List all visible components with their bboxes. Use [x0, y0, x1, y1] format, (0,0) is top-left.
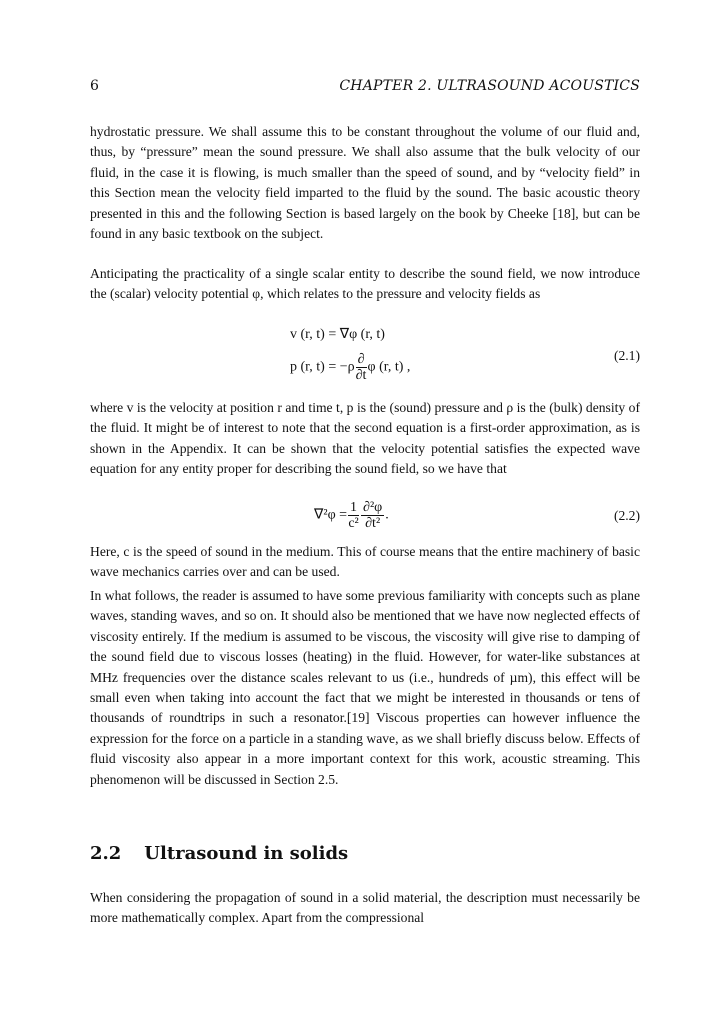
paragraph-5: In what follows, the reader is assumed to have some previous familiarity with concepts such as plane waves, standing waves, and so on. It should also be mentioned that we have now neglected effects of viscosity entirely. If the medium is assumed to be viscous, the viscosity will give rise to damping of the sound field due to viscous losses (heating) in the fluid. However, for water-like substances at MHz frequencies over the distance scales relevant to us (i.e., hundreds of µm), this effect will be small even when taking into account the fact that we might be interested in thousands or tens of thousands of roundtrips in such a resonator.[19] Viscous properties can however influence the expression for the force on a particle in a standing wave, as we shall briefly discuss below. Effects of fluid viscosity also appear in a more important context for this work, acoustic streaming. This phenomenon will be discussed in Section 2.5. [90, 588, 640, 787]
section-number: 2.2 [90, 843, 122, 864]
eq2-frac2-den: ∂t² [365, 516, 381, 531]
equation-2-1 [90, 326, 640, 394]
eq1-line1: v (r, t) = ∇φ (r, t) [290, 327, 385, 342]
eq2-end: . [385, 507, 389, 523]
eq1-number: (2.1) [613, 348, 640, 363]
eq2-fraction-1 [348, 500, 359, 531]
eq2-frac1-den: c² [348, 516, 359, 531]
eq2-body [314, 500, 389, 531]
paragraph-4: Here, c is the speed of sound in the medium. This of course means that the entire machinery of basic wave mechanics carries over and can be used. [90, 544, 640, 580]
equation-2-2 [90, 498, 640, 538]
chapter-title: CHAPTER 2. ULTRASOUND ACOUSTICS [339, 78, 640, 94]
eq2-fraction-2 [361, 500, 384, 531]
eq1-frac-den: ∂t [355, 368, 367, 383]
page-number: 6 [90, 78, 99, 94]
paragraph-1: hydrostatic pressure. We shall assume this to be constant throughout the volume of our fluid and, thus, by “pressure” mean the sound pressure. We shall also assume that the bulk velocity of our fluid, in the case it is flowing, is much smaller than the speed of sound, and by “velocity field” in this Section mean the velocity field imparted to the fluid by the sound. The basic acoustic theory presented in this and the following Section is based largely on the book by Cheeke [18], but can be found in any basic textbook on the subject. [90, 124, 640, 242]
eq1-fraction [356, 352, 367, 383]
paragraph-2: Anticipating the practicality of a single scalar entity to describe the sound field, we now introduce the (scalar) velocity potential φ, which relates to the pressure and velocity fields as [90, 266, 640, 302]
paragraph-6: When considering the propagation of sound in a solid material, the description must necessarily be more mathematically complex. Apart from the compressional [90, 890, 640, 926]
eq2-number: (2.2) [613, 508, 640, 523]
section-title: Ultrasound in solids [144, 843, 349, 864]
section-heading [90, 843, 640, 864]
page [90, 0, 640, 1030]
eq2-frac2-num: ∂²φ [363, 500, 383, 515]
eq2-lhs: ∇²φ = [314, 507, 348, 523]
eq1-lhs: p (r, t) = −ρ [290, 359, 355, 375]
paragraph-3: where v is the velocity at position r and time t, p is the (sound) pressure and ρ is the (bulk) density of the fluid. It might be of interest to note that the second equation is a first-order approximation, as is shown in the Appendix. It can be shown that the velocity potential satisfies the expected wave equation for any entity proper for describing the sound field, so we have that [90, 400, 640, 477]
eq1-line2 [290, 352, 410, 383]
eq1-frac-num: ∂ [357, 352, 365, 367]
eq2-frac1-num: 1 [350, 500, 358, 515]
eq1-rhs: φ (r, t) , [367, 359, 411, 375]
